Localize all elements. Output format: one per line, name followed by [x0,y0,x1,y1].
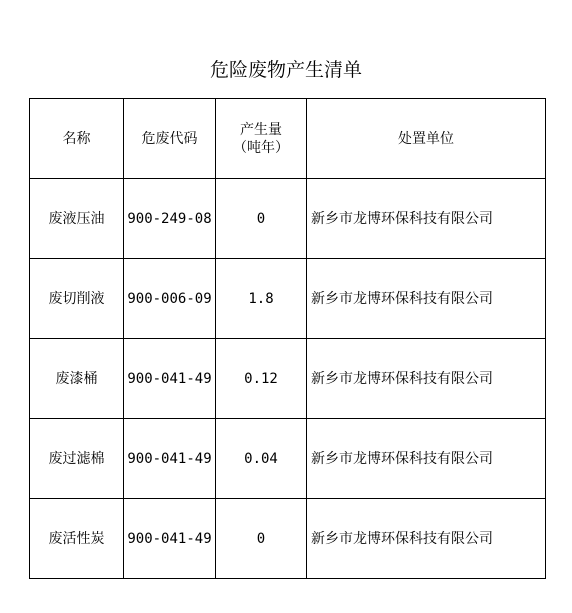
cell-amount: 0 [216,179,307,259]
cell-unit: 新乡市龙博环保科技有限公司 [307,419,546,499]
header-amount-line1: 产生量 [240,121,282,138]
cell-code: 900-041-49 [124,339,216,419]
cell-name: 废过滤棉 [30,419,124,499]
cell-name: 废切削液 [30,259,124,339]
cell-unit: 新乡市龙博环保科技有限公司 [307,339,546,419]
table-row [30,499,546,579]
cell-code: 900-041-49 [124,419,216,499]
table-row [30,179,546,259]
cell-unit: 新乡市龙博环保科技有限公司 [307,499,546,579]
cell-unit: 新乡市龙博环保科技有限公司 [307,259,546,339]
cell-name: 废活性炭 [30,499,124,579]
header-unit: 处置单位 [307,99,546,179]
table-row [30,259,546,339]
cell-code: 900-006-09 [124,259,216,339]
cell-amount: 1.8 [216,259,307,339]
cell-name: 废漆桶 [30,339,124,419]
cell-amount: 0 [216,499,307,579]
cell-amount: 0.04 [216,419,307,499]
header-name: 名称 [30,99,124,179]
header-code: 危废代码 [124,99,216,179]
header-amount [216,99,307,179]
cell-unit: 新乡市龙博环保科技有限公司 [307,179,546,259]
hazardous-waste-table [29,98,546,579]
cell-code: 900-249-08 [124,179,216,259]
header-amount-line2: （吨年） [233,139,289,156]
table-row [30,419,546,499]
table-row [30,339,546,419]
document-title: 危险废物产生清单 [209,59,362,81]
table-header-row [30,99,546,179]
cell-name: 废液压油 [30,179,124,259]
cell-amount: 0.12 [216,339,307,419]
cell-code: 900-041-49 [124,499,216,579]
